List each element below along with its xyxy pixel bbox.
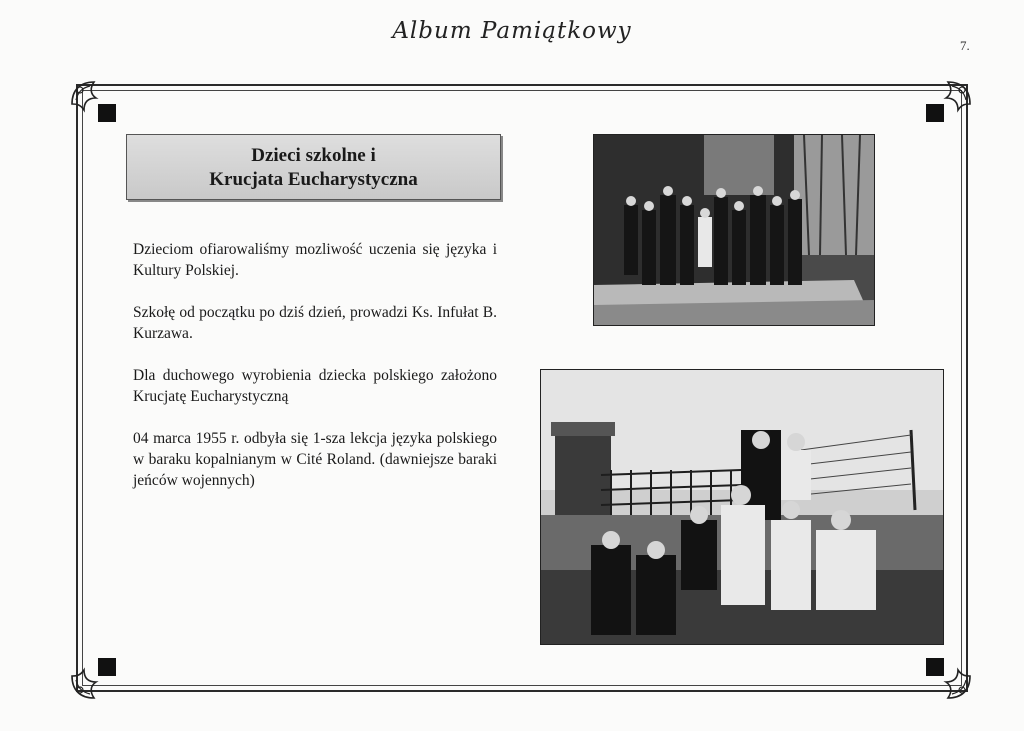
group-photo-children: [593, 134, 875, 326]
corner-ornament-icon: [916, 644, 976, 704]
paragraph: Dla duchowego wyrobienia dziecka polskiego założono Krucjatę Eucharystyczną: [133, 367, 497, 405]
corner-ornament-icon: [66, 76, 126, 136]
paragraph: 04 marca 1955 r. odbyła się 1-sza lekcja języka polskiego w baraku kopalnianym w Cité Roland. (dawniejsze baraki jeńców wojennych): [133, 430, 497, 489]
corner-ornament-icon: [66, 644, 126, 704]
paragraph: Szkołę od początku po dziś dzień, prowadzi Ks. Infułat B. Kurzawa.: [133, 304, 497, 342]
album-title: Album Pamiątkowy: [392, 18, 632, 44]
body-text: [133, 239, 497, 512]
corner-ornament-icon: [916, 76, 976, 136]
page-number: 7.: [960, 38, 970, 53]
section-title-box: [126, 134, 501, 200]
section-title-line-2: Krucjata Eucharystyczna: [209, 169, 418, 190]
paragraph: Dzieciom ofiarowaliśmy mozliwość uczenia się języka i Kultury Polskiej.: [133, 241, 497, 279]
section-title-line-1: Dzieci szkolne i: [251, 145, 376, 166]
group-photo-barracks: [540, 369, 944, 645]
